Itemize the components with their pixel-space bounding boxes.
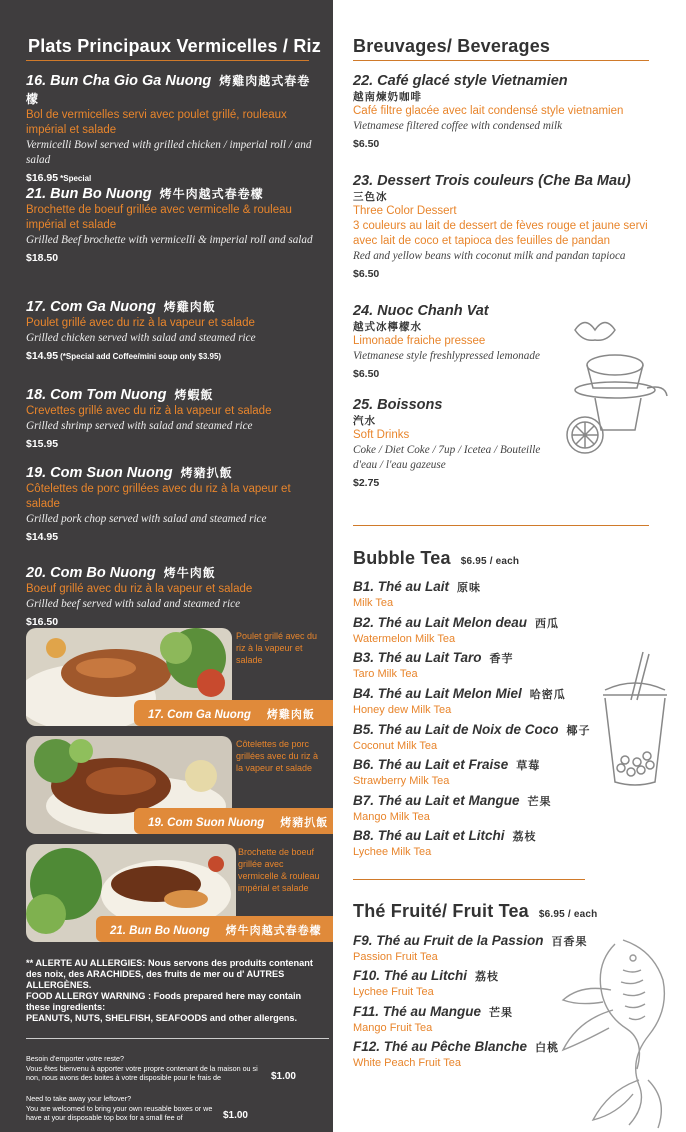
item-name: F12. Thé au Pêche Blanche: [353, 1039, 528, 1054]
item-french: Three Color Dessert: [353, 205, 457, 217]
photo-com-suon-nuong: [26, 736, 329, 840]
beverage-22: [353, 72, 653, 150]
beverage-25: [353, 396, 563, 489]
menu-item-18: [26, 386, 318, 450]
item-english: Grilled chicken served with salad and steamed rice: [26, 332, 256, 344]
item-name: B8. Thé au Lait et Litchi: [353, 828, 505, 843]
item-name: B5. Thé au Lait de Noix de Coco: [353, 722, 559, 737]
item-french: Poulet grillé avec du riz à la vapeur et salade: [26, 317, 255, 329]
takeaway-text: You are welcomed to bring your own reusable boxes or we have at your disposable top box for a small fee of: [26, 1103, 213, 1122]
item-chinese: 烤雞肉越式春卷檬: [26, 74, 311, 106]
item-chinese: 越南煉奶咖啡: [353, 91, 422, 103]
menu-item-17: [26, 298, 318, 362]
item-name: 20. Com Bo Nuong: [26, 565, 156, 581]
allergy-french: ** ALERTE AU ALLERGIES: Nous servons des produits contenant des noix, des ARACHIDES, des fruits de mer ou d' AUTRES ALLERGÈNES.: [26, 958, 313, 990]
item-chinese: 烤雞肉飯: [163, 300, 216, 314]
item-name: 18. Com Tom Nuong: [26, 387, 167, 403]
item-name: F10. Thé au Litchi: [353, 968, 468, 983]
item-name: 25. Boissons: [353, 397, 443, 413]
bubble-tea-b6: [353, 756, 613, 788]
bubble-tea-b5: [353, 721, 613, 753]
photo-caption: Brochette de boeuf grillée avec vermicelle & rouleau impérial et salade: [238, 847, 320, 893]
koi-fish-icon: [553, 930, 683, 1130]
item-english: Grilled shrimp served with salad and steamed rice: [26, 420, 253, 432]
menu-item-16: [26, 72, 318, 184]
item-french: Lychee Fruit Tea: [353, 986, 434, 998]
fruit-tea-price: $6.95 / each: [538, 909, 598, 920]
item-name: B6. Thé au Lait et Fraise: [353, 757, 509, 772]
item-french: Honey dew Milk Tea: [353, 704, 452, 716]
item-french: Bol de vermicelles servi avec poulet grillé, rouleaux impérial et salade: [26, 109, 287, 136]
item-price: $18.50: [26, 252, 59, 264]
item-name: 17. Com Ga Nuong: [26, 299, 156, 315]
beverages-panel: [333, 0, 686, 1132]
item-price: $16.95: [26, 172, 59, 184]
footer-divider: [26, 1038, 329, 1039]
beverages-title: Breuvages/ Beverages: [353, 36, 551, 56]
photo-banner: [96, 916, 356, 942]
main-dishes-title: Plats Principaux Vermicelles / Riz: [28, 36, 321, 56]
item-french: Watermelon Milk Tea: [353, 633, 456, 645]
item-chinese: 哈密瓜: [529, 688, 566, 701]
item-name: 23. Dessert Trois couleurs (Che Ba Mau): [353, 173, 631, 189]
item-name: B1. Thé au Lait: [353, 579, 450, 594]
item-chinese: 烤豬扒飯: [180, 466, 233, 480]
item-french: Mango Milk Tea: [353, 811, 430, 823]
item-english: Grilled beef served with salad and steamed rice: [26, 598, 241, 610]
item-french: Côtelettes de porc grillées avec du riz à la vapeur et salade: [26, 483, 291, 510]
banner-chinese: 烤牛肉越式春卷檬: [225, 924, 322, 937]
item-name: 16. Bun Cha Gio Ga Nuong: [26, 73, 212, 89]
main-dishes-panel: [0, 0, 333, 1132]
takeaway-english: [26, 1094, 296, 1123]
item-english: Vermicelli Bowl served with grilled chicken / imperial roll / and salad: [26, 139, 312, 166]
item-chinese: 芒果: [489, 1006, 514, 1019]
item-french: Mango Fruit Tea: [353, 1022, 433, 1034]
item-french-description: 3 couleurs au lait de dessert de fèves rouge et jaune servi avec lait de coco et tapioca des feuilles de pandan: [353, 220, 648, 247]
item-french: Lychee Milk Tea: [353, 846, 432, 858]
item-chinese: 原味: [457, 581, 482, 594]
item-note: *Special: [60, 174, 92, 183]
section-divider: [353, 525, 649, 526]
item-chinese: 荔枝: [512, 830, 537, 843]
item-chinese: 烤牛肉越式春卷檬: [159, 187, 264, 201]
title-divider: [26, 60, 309, 61]
bubble-tea-b7: [353, 792, 613, 824]
item-english: Coke / Diet Coke / 7up / Icetea / Bouteille d'eau / l'eau gazeuse: [353, 444, 541, 471]
item-price: $6.50: [353, 268, 380, 280]
item-name: B2. Thé au Lait Melon deau: [353, 615, 528, 630]
coffee-filter-icon: [555, 310, 675, 470]
photo-bun-bo-nuong: [26, 844, 326, 948]
banner-label: 21. Bun Bo Nuong: [110, 925, 210, 937]
banner-chinese: 烤豬扒飯: [280, 816, 329, 829]
allergy-warning: [26, 958, 326, 1024]
item-price: $6.50: [353, 368, 380, 380]
bubble-tea-b1: [353, 578, 613, 610]
item-chinese: 白桃: [535, 1041, 560, 1054]
item-name: B4. Thé au Lait Melon Miel: [353, 686, 522, 701]
item-note: (*Special add Coffee/mini soup only $3.95): [60, 352, 222, 361]
item-name: F9. Thé au Fruit de la Passion: [353, 933, 544, 948]
fruit-tea-title: [353, 901, 597, 922]
item-price: $16.50: [26, 616, 59, 628]
item-chinese: 草莓: [516, 759, 541, 772]
item-french: Milk Tea: [353, 597, 394, 609]
item-french: Limonade fraiche pressee: [353, 335, 486, 347]
bubble-tea-cup-icon: [595, 650, 675, 790]
item-chinese: 汽水: [353, 415, 376, 427]
beverage-24: [353, 302, 563, 380]
fruit-tea-title-text: Thé Fruité/ Fruit Tea: [353, 901, 529, 921]
banner-label: 17. Com Ga Nuong: [148, 709, 251, 721]
photo-com-ga-nuong: [26, 628, 326, 732]
item-chinese: 西瓜: [535, 617, 560, 630]
item-name: B7. Thé au Lait et Mangue: [353, 793, 520, 808]
item-english: Grilled pork chop served with salad and steamed rice: [26, 513, 267, 525]
title-divider: [353, 60, 649, 61]
item-french: Taro Milk Tea: [353, 668, 418, 680]
takeaway-question: Besoin d'emporter votre reste?: [26, 1054, 125, 1063]
takeaway-fee: $1.00: [270, 1071, 296, 1082]
banner-label: 19. Com Suon Nuong: [148, 817, 265, 829]
item-french: Café filtre glacée avec lait condensé style vietnamien: [353, 105, 624, 117]
item-english: Vietnamese filtered coffee with condensed milk: [353, 120, 563, 132]
bubble-tea-b2: [353, 614, 613, 646]
item-name: F11. Thé au Mangue: [353, 1004, 482, 1019]
item-english: Grilled Beef brochette with vermicelli & imperial roll and salad: [26, 234, 313, 246]
bubble-tea-title: [353, 548, 519, 569]
bubble-tea-title-text: Bubble Tea: [353, 548, 451, 568]
item-price: $6.50: [353, 138, 380, 150]
item-french: Brochette de boeuf grillée avec vermicelle & rouleau impérial et salade: [26, 204, 292, 231]
menu-item-20: [26, 564, 318, 628]
item-chinese: 越式冰檸檬水: [353, 321, 422, 333]
photo-caption: Poulet grillé avec du riz à la vapeur et salade: [236, 631, 318, 665]
item-chinese: 百香果: [551, 935, 588, 948]
beverage-23: [353, 172, 653, 280]
item-french: Boeuf grillé avec du riz à la vapeur et salade: [26, 583, 253, 595]
photo-caption: Côtelettes de porc grillées avec du riz à la vapeur et salade: [236, 739, 319, 773]
banner-chinese: 烤雞肉飯: [266, 708, 315, 721]
item-chinese: 三色冰: [353, 191, 388, 203]
menu-item-21: [26, 185, 318, 264]
item-french: Coconut Milk Tea: [353, 740, 438, 752]
item-price: $2.75: [353, 477, 380, 489]
item-french: Soft Drinks: [353, 429, 410, 441]
takeaway-french: [26, 1054, 296, 1083]
item-price: $14.95: [26, 350, 59, 362]
bubble-tea-b4: [353, 685, 613, 717]
section-divider: [353, 879, 585, 880]
item-english: Red and yellow beans with coconut milk and pandan tapioca: [353, 250, 626, 262]
photo-banner: [134, 700, 354, 726]
allergy-list: PEANUTS, NUTS, SHELFISH, SEAFOODS and other allergens.: [26, 1013, 298, 1023]
item-chinese: 烤牛肉飯: [163, 566, 216, 580]
item-chinese: 荔枝: [475, 970, 500, 983]
photo-banner: [134, 808, 354, 834]
item-french: Strawberry Milk Tea: [353, 775, 450, 787]
takeaway-question: Need to take away your leftover?: [26, 1094, 132, 1103]
bubble-tea-b3: [353, 649, 613, 681]
item-name: 22. Café glacé style Vietnamien: [353, 73, 568, 89]
item-french: White Peach Fruit Tea: [353, 1057, 462, 1069]
takeaway-text: Vous êtes bienvenu à apporter votre propre contenant de la maison ou si non, nous avons des boites à votre disposible pour le frais de: [26, 1063, 258, 1082]
item-name: 21. Bun Bo Nuong: [26, 186, 152, 202]
item-name: B3. Thé au Lait Taro: [353, 650, 482, 665]
item-chinese: 烤蝦飯: [174, 388, 214, 402]
item-price: $15.95: [26, 438, 59, 450]
item-french: Crevettes grillé avec du riz à la vapeur et salade: [26, 405, 272, 417]
item-price: $14.95: [26, 531, 59, 543]
takeaway-fee: $1.00: [222, 1110, 248, 1121]
item-chinese: 香芋: [489, 652, 514, 665]
item-chinese: 椰子: [566, 724, 591, 737]
item-french: Passion Fruit Tea: [353, 951, 438, 963]
item-name: 19. Com Suon Nuong: [26, 465, 173, 481]
allergy-english: FOOD ALLERGY WARNING : Foods prepared here may contain these ingredients:: [26, 991, 302, 1012]
item-english: Vietmanese style freshlypressed lemonade: [353, 350, 540, 362]
bubble-tea-b8: [353, 827, 613, 859]
bubble-tea-price: $6.95 / each: [460, 556, 520, 567]
menu-item-19: [26, 464, 318, 543]
item-name: 24. Nuoc Chanh Vat: [353, 303, 489, 319]
item-chinese: 芒果: [527, 795, 552, 808]
